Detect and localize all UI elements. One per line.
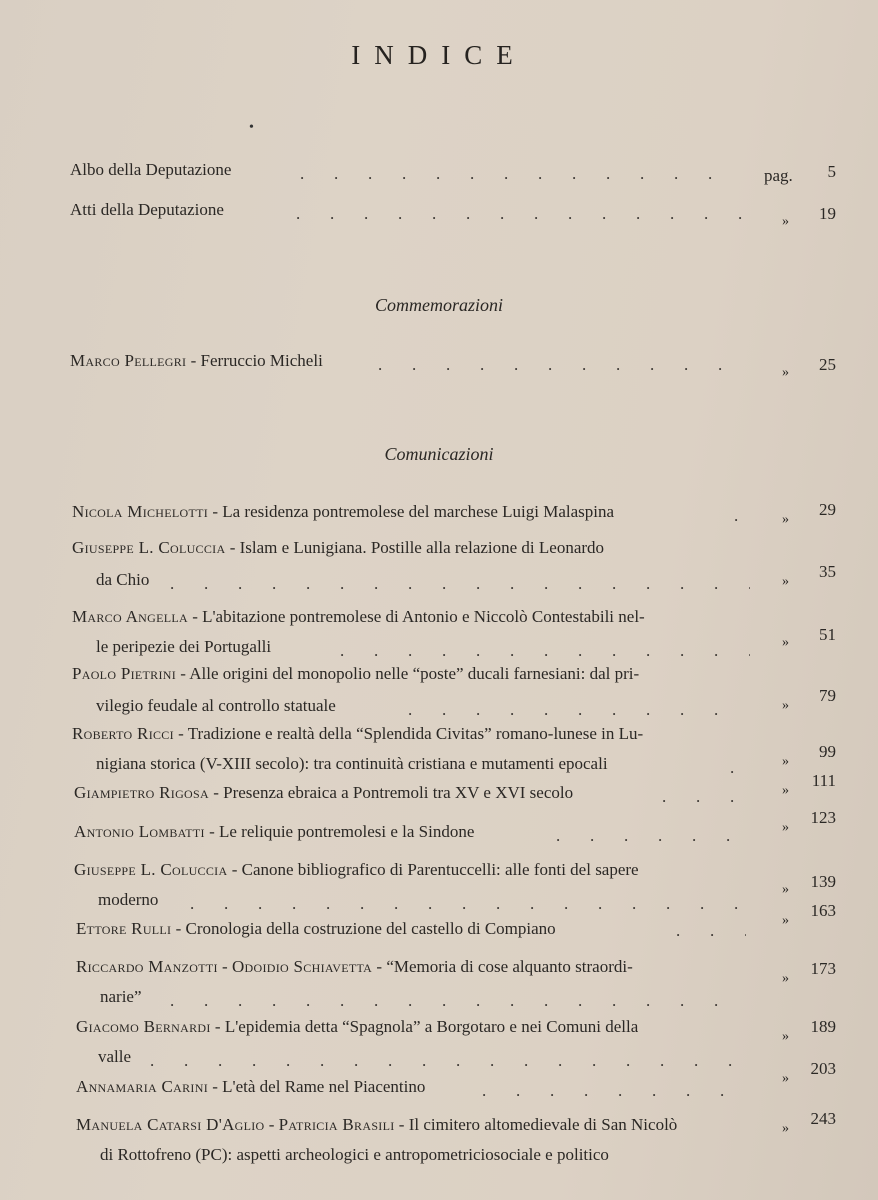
- leader-dots: [170, 567, 750, 601]
- ditto-mark: »: [782, 574, 789, 589]
- entry-title: Atti della Deputazione: [70, 200, 224, 219]
- page-number: 29: [819, 500, 836, 519]
- page-number: 173: [810, 959, 836, 978]
- ditto-mark: »: [782, 365, 789, 380]
- page-number: 25: [819, 355, 836, 374]
- entry-title: Marco Pellegri - Ferruccio Micheli: [70, 351, 323, 370]
- author-name: Marco Pellegri: [70, 351, 187, 370]
- ditto-mark: »: [782, 1029, 789, 1044]
- entry-text: L'epidemia detta “Spagnola” a Borgotaro e nei Comuni della: [224, 1017, 639, 1036]
- entry-text: L'età del Rame nel Piacentino: [222, 1077, 426, 1096]
- entry-text-continued: moderno: [98, 890, 159, 909]
- entry-title: Giuseppe L. Coluccia - Canone bibliografico di Parentuccelli: alle fonti del sapere: [74, 860, 639, 879]
- entry-title: Roberto Ricci - Tradizione e realtà della “Splendida Civitas” romano-lunese in Lu-: [72, 724, 644, 743]
- page-number: 243: [810, 1109, 836, 1128]
- entry-text: Alle origini del monopolio nelle “poste” ducali farnesiani: dal pri-: [189, 664, 640, 683]
- entry-text: Islam e Lunigiana. Postille alla relazione di Leonardo: [239, 538, 605, 557]
- section-heading-commemorazioni: Commemorazioni: [374, 295, 503, 315]
- entry-title: Manuela Catarsi D'Aglio - Patricia Brasili - Il cimitero altomedievale di San Nicolò: [76, 1115, 678, 1134]
- entry-text: L'abitazione pontremolese di Antonio e Niccolò Contestabili nel-: [202, 607, 645, 626]
- entry-text: Il cimitero altomedievale di San Nicolò: [408, 1115, 678, 1134]
- page-number: 139: [810, 872, 836, 891]
- ditto-mark: »: [782, 512, 789, 527]
- entry-title: Marco Angella - L'abitazione pontremolese di Antonio e Niccolò Contestabili nel-: [72, 607, 645, 626]
- entry-text-continued: valle: [98, 1047, 132, 1066]
- entry-text-continued: narie”: [100, 987, 142, 1006]
- author-name: Marco Angella: [72, 607, 188, 626]
- entry-title: Albo della Deputazione: [70, 160, 232, 179]
- ditto-mark: »: [782, 882, 789, 897]
- entry-text: Le reliquie pontremolesi e la Sindone: [219, 822, 475, 841]
- ditto-mark: »: [782, 698, 789, 713]
- entry-title: Giampietro Rigosa - Presenza ebraica a Pontremoli tra XV e XVI secolo: [74, 783, 574, 802]
- page-number: 99: [819, 742, 836, 761]
- entry-text: Tradizione e realtà della “Splendida Civitas” romano-lunese in Lu-: [187, 724, 644, 743]
- entry-text: “Memoria di cose alquanto straordi-: [386, 957, 633, 976]
- entry-title: Ettore Rulli - Cronologia della costruzione del castello di Compiano: [76, 919, 556, 938]
- ditto-mark: »: [782, 1121, 789, 1136]
- entry-text-continued: nigiana storica (V-XIII secolo): tra continuità cristiana e mutamenti epocali: [96, 754, 608, 773]
- entry-title: Giacomo Bernardi - L'epidemia detta “Spagnola” a Borgotaro e nei Comuni della: [76, 1017, 639, 1036]
- entry-text-continued: le peripezie dei Portugalli: [96, 637, 272, 656]
- entry-text-continued: di Rottofreno (PC): aspetti archeologici e antropometriciosociale e politico: [100, 1145, 609, 1164]
- author-name: Giampietro Rigosa: [74, 783, 209, 802]
- leader-dots: [378, 348, 748, 382]
- author-name: Annamaria Carini: [76, 1077, 208, 1096]
- author-name-second: Patricia Brasili: [278, 1115, 395, 1134]
- section-heading-comunicazioni: Comunicazioni: [384, 444, 494, 464]
- pag-label: pag.: [764, 166, 793, 185]
- author-name: Giuseppe L. Coluccia: [72, 538, 226, 557]
- entry-title: Nicola Michelotti - La residenza pontremolese del marchese Luigi Malaspina: [72, 502, 615, 521]
- page-title: INDICE: [351, 40, 527, 70]
- author-name-second: Odoidio Schiavetta: [231, 957, 373, 976]
- entry-text: Cronologia della costruzione del castello di Compiano: [185, 919, 556, 938]
- ditto-mark: »: [782, 754, 789, 769]
- entry-title: Giuseppe L. Coluccia - Islam e Lunigiana. Postille alla relazione di Leonardo: [72, 538, 605, 557]
- page-number: 111: [811, 771, 836, 790]
- leader-dots: [482, 1074, 742, 1108]
- page-number: 189: [810, 1017, 836, 1036]
- page-number: 19: [819, 204, 836, 223]
- entry-title: Paolo Pietrini - Alle origini del monopolio nelle “poste” ducali farnesiani: dal pri-: [72, 664, 640, 683]
- ink-mark: •: [249, 120, 254, 135]
- ditto-mark: »: [782, 214, 789, 229]
- entry-title: Riccardo Manzotti - Odoidio Schiavetta - “Memoria di cose alquanto straordi-: [76, 957, 633, 976]
- entry-text: Presenza ebraica a Pontremoli tra XV e XVI secolo: [223, 783, 574, 802]
- page-number: 163: [810, 901, 836, 920]
- entry-title: Annamaria Carini - L'età del Rame nel Piacentino: [76, 1077, 426, 1096]
- ditto-mark: »: [782, 635, 789, 650]
- ditto-mark: »: [782, 1071, 789, 1086]
- page-number: 51: [819, 625, 836, 644]
- author-name: Giuseppe L. Coluccia: [74, 860, 228, 879]
- leader-dots: [734, 499, 754, 533]
- author-name: Giacomo Bernardi: [76, 1017, 211, 1036]
- author-name: Nicola Michelotti: [72, 502, 209, 521]
- entry-text-continued: vilegio feudale al controllo statuale: [96, 696, 336, 715]
- entry-title: Antonio Lombatti - Le reliquie pontremolesi e la Sindone: [74, 822, 475, 841]
- author-name: Ettore Rulli: [76, 919, 172, 938]
- author-name: Paolo Pietrini: [72, 664, 177, 683]
- author-name: Manuela Catarsi D'Aglio: [76, 1115, 265, 1134]
- ditto-mark: »: [782, 820, 789, 835]
- author-name: Riccardo Manzotti: [76, 957, 218, 976]
- leader-dots: [300, 157, 740, 191]
- entry-text-continued: da Chio: [96, 570, 150, 589]
- page-number: 203: [810, 1059, 836, 1078]
- leader-dots: [676, 914, 746, 948]
- page-number: 79: [819, 686, 836, 705]
- entry-text: Canone bibliografico di Parentuccelli: alle fonti del sapere: [241, 860, 639, 879]
- ditto-mark: »: [782, 971, 789, 986]
- leader-dots: [296, 197, 746, 231]
- leader-dots: [556, 819, 746, 853]
- ditto-mark: »: [782, 783, 789, 798]
- entry-text: Ferruccio Micheli: [200, 351, 323, 370]
- entry-text: La residenza pontremolese del marchese Luigi Malaspina: [222, 502, 615, 521]
- leader-dots: [662, 780, 742, 814]
- page-number: 5: [827, 162, 836, 181]
- page-number: 35: [819, 562, 836, 581]
- ditto-mark: »: [782, 913, 789, 928]
- author-name: Antonio Lombatti: [74, 822, 205, 841]
- author-name: Roberto Ricci: [72, 724, 174, 743]
- page-number: 123: [810, 808, 836, 827]
